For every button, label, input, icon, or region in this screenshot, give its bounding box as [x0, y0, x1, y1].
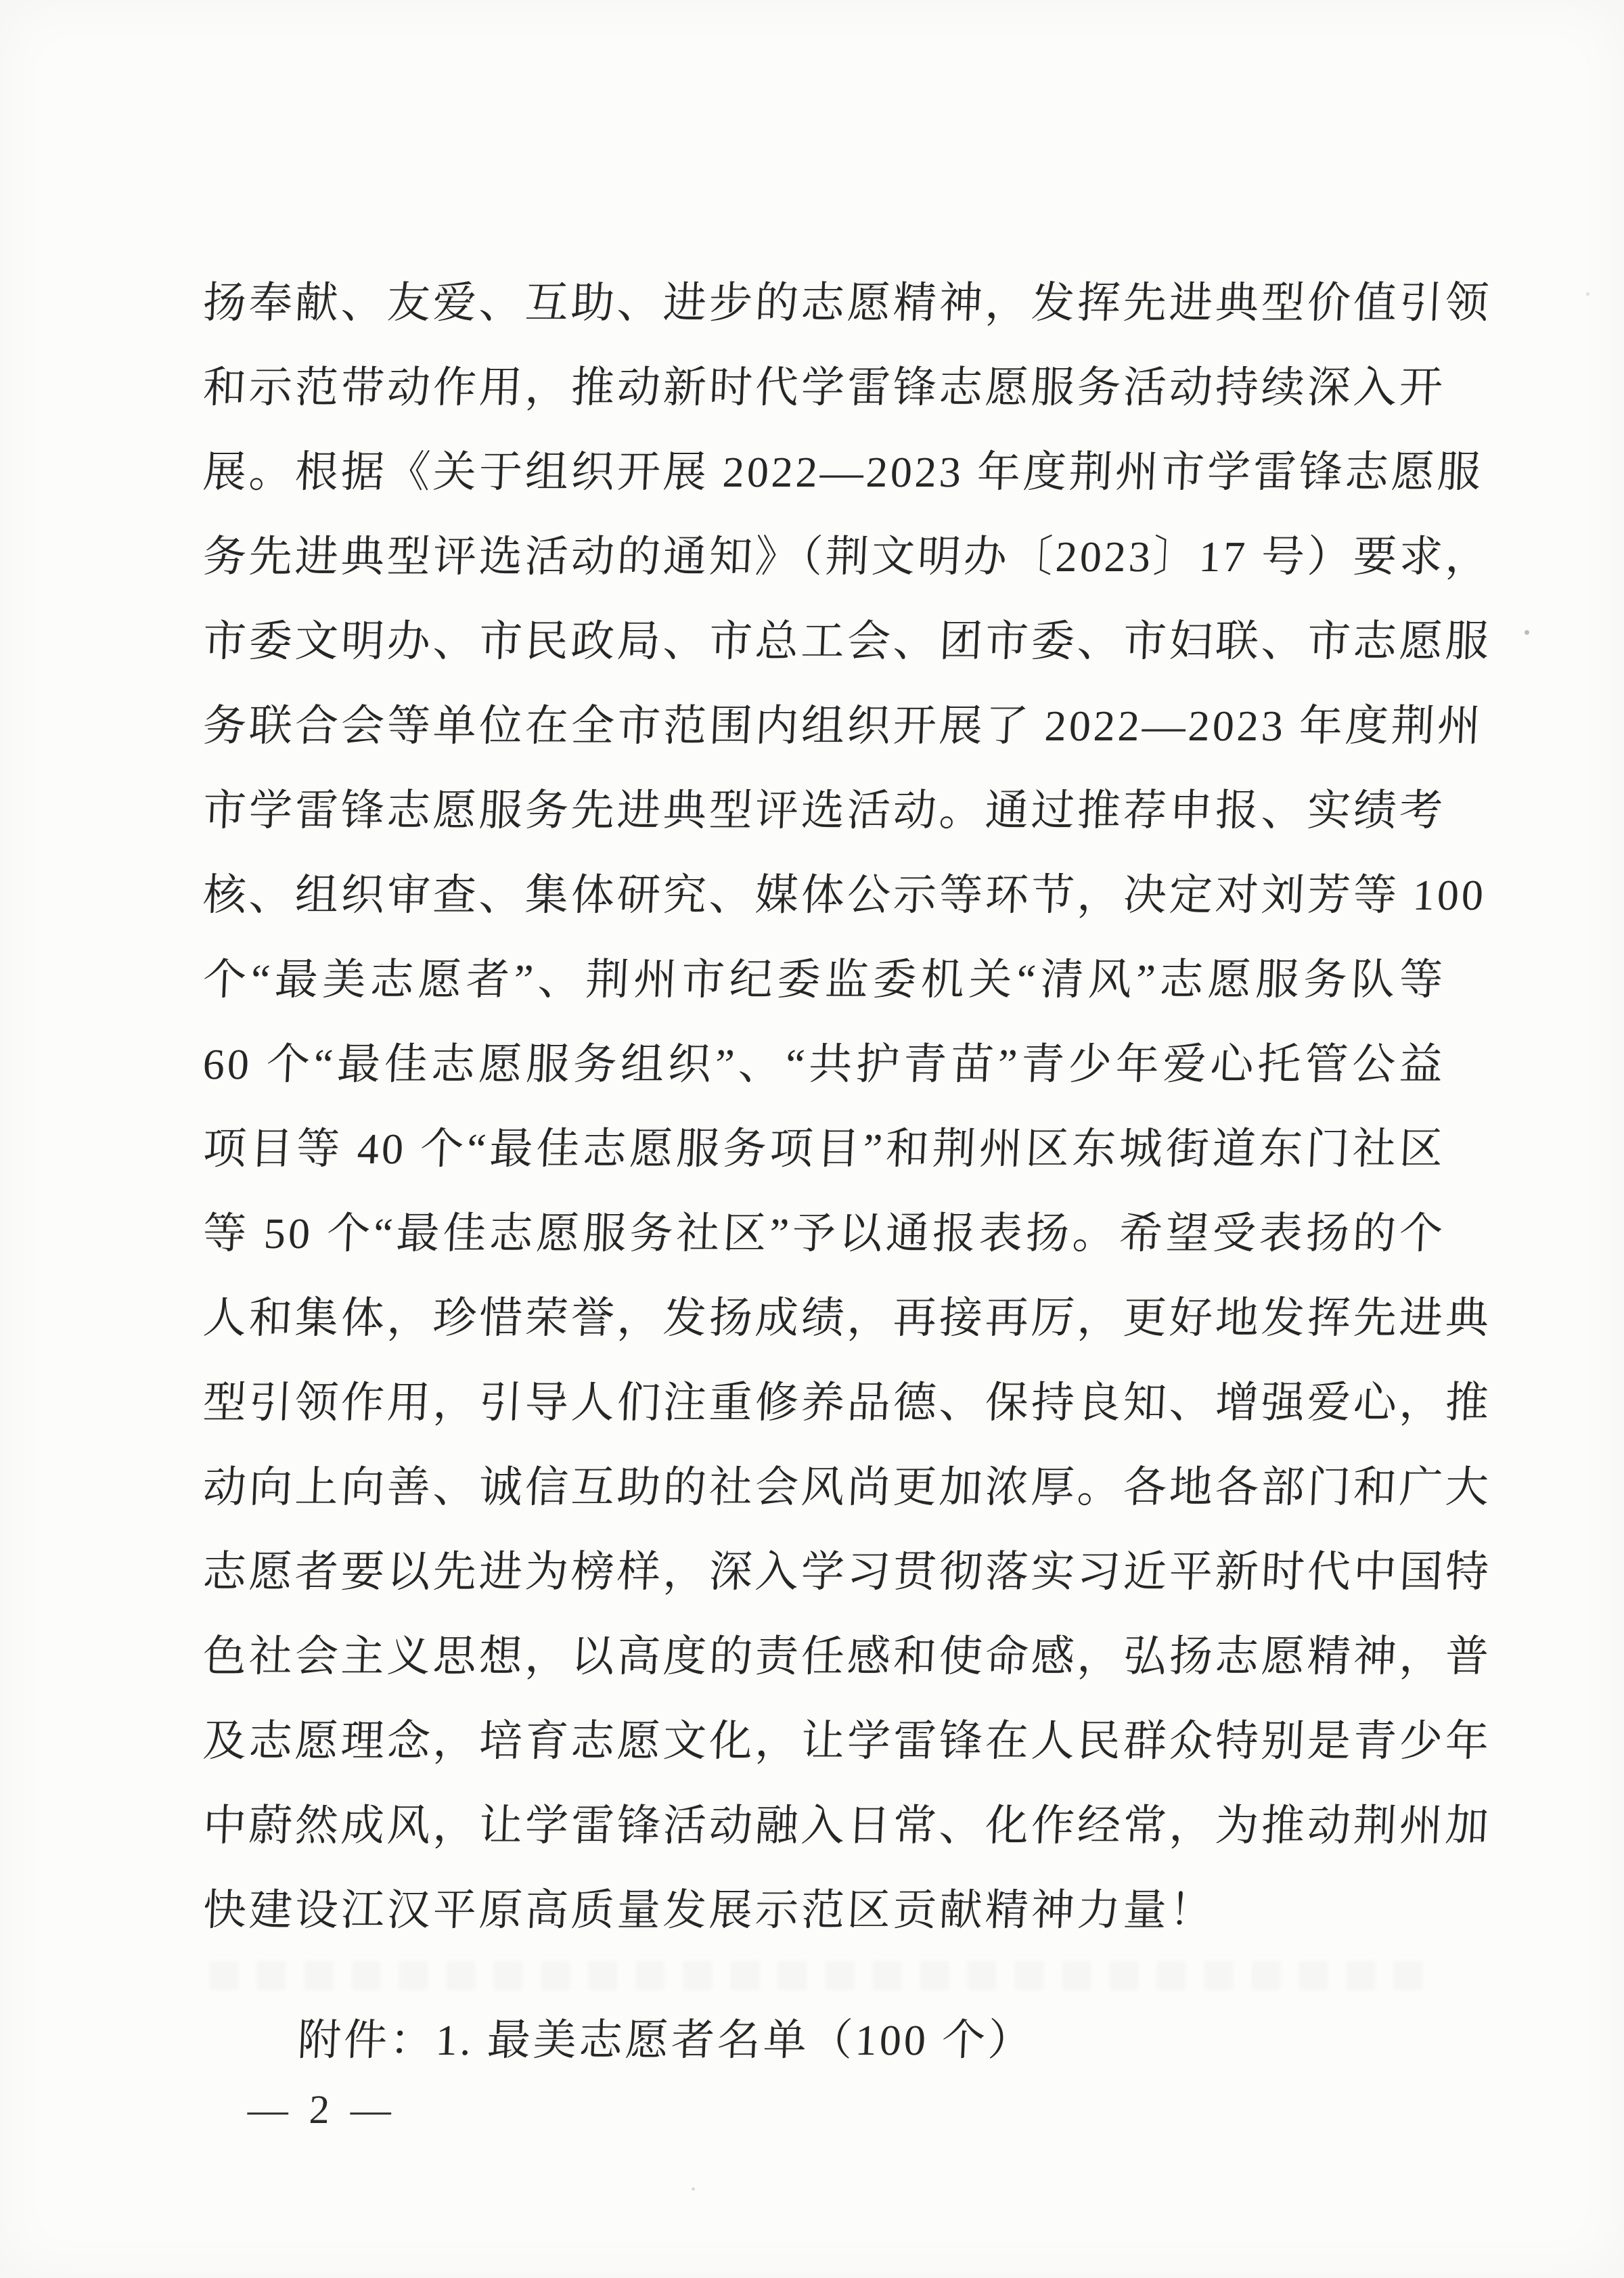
body-line: 人和集体，珍惜荣誉，发扬成绩，再接再厉，更好地发挥先进典 — [202, 1294, 1493, 1342]
body-line: 扬奉献、友爱、互助、进步的志愿精神，发挥先进典型价值引领 — [202, 279, 1493, 327]
scan-speck — [1586, 292, 1589, 296]
body-line: 项目等 40 个“最佳志愿服务项目”和荆州区东城街道东门社区 — [202, 1125, 1447, 1173]
body-line: 60 个“最佳志愿服务组织”、“共护青苗”青少年爱心托管公益 — [202, 1040, 1447, 1088]
body-line: 型引领作用，引导人们注重修养品德、保持良知、增强爱心，推 — [202, 1379, 1493, 1427]
ink-bleed-artifact — [210, 1961, 1435, 1990]
scan-speck — [380, 964, 383, 966]
body-paragraph — [202, 261, 1493, 1952]
body-line: 和示范带动作用，推动新时代学雷锋志愿服务活动持续深入开 — [202, 363, 1447, 411]
body-line: 市委文明办、市民政局、市总工会、团市委、市妇联、市志愿服 — [202, 617, 1493, 665]
body-line: 等 50 个“最佳志愿服务社区”予以通报表扬。希望受表扬的个 — [202, 1209, 1447, 1257]
scan-speck — [1525, 630, 1529, 635]
body-line: 展。根据《关于组织开展 2022—2023 年度荆州市学雷锋志愿服 — [202, 448, 1485, 496]
body-line: 志愿者要以先进为榜样，深入学习贯彻落实习近平新时代中国特 — [202, 1548, 1493, 1596]
attachment-note: 附件：1. 最美志愿者名单（100 个） — [296, 2016, 1035, 2064]
body-line: 及志愿理念，培育志愿文化，让学雷锋在人民群众特别是青少年 — [202, 1717, 1493, 1765]
body-line: 动向上向善、诚信互助的社会风尚更加浓厚。各地各部门和广大 — [202, 1463, 1493, 1511]
body-line: 务联合会等单位在全市范围内组织开展了 2022—2023 年度荆州 — [202, 702, 1485, 750]
body-line: 中蔚然成风，让学雷锋活动融入日常、化作经常，为推动荆州加 — [202, 1802, 1493, 1850]
body-line: 色社会主义思想，以高度的责任感和使命感，弘扬志愿精神，普 — [202, 1632, 1493, 1680]
body-line: 核、组织审查、集体研究、媒体公示等环节，决定对刘芳等 100 — [202, 871, 1487, 919]
body-line: 务先进典型评选活动的通知》（荆文明办〔2023〕17 号）要求， — [202, 533, 1493, 581]
page-number: — 2 — — [246, 2087, 398, 2132]
body-line: 快建设江汉平原高质量发展示范区贡献精神力量！ — [202, 1886, 1217, 1934]
scan-speck — [692, 2187, 695, 2191]
body-line: 个“最美志愿者”、荆州市纪委监委机关“清风”志愿服务队等 — [202, 956, 1447, 1004]
body-line: 市学雷锋志愿服务先进典型评选活动。通过推荐申报、实绩考 — [202, 786, 1447, 834]
